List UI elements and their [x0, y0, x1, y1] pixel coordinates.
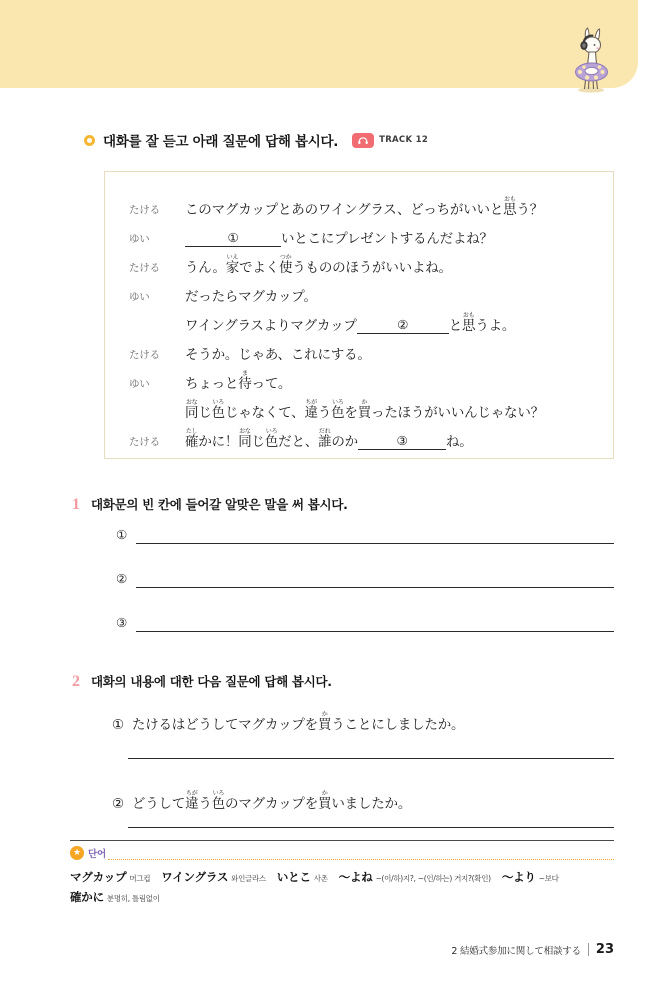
fill-in-blank[interactable]: ② [357, 317, 449, 334]
text-run: うことにしましたか。 [331, 717, 465, 733]
page-number: 23 [595, 942, 614, 957]
vocabulary-gloss: 분명히, 틀림없이 [106, 894, 160, 903]
ruby-annotated-kanji: 色いろ [211, 790, 226, 812]
ruby-annotated-kanji: 違ちが [185, 790, 199, 812]
dialogue-line [105, 276, 613, 305]
dialogue-text [185, 399, 544, 421]
text-run: じ [198, 405, 212, 421]
ruby-annotated-kanji: 同おな [185, 399, 199, 421]
star-icon: ★ [70, 846, 84, 860]
text-run: たけるはどうしてマグカップを [131, 717, 318, 733]
exercise-1-answer-row[interactable] [116, 571, 614, 588]
text-run: ったほうがいいんじゃない？ [371, 405, 544, 421]
footer-chapter-title: 2 結婚式参加に関して相談する [451, 945, 581, 957]
text-run: のか [331, 434, 358, 450]
dialogue-speaker: ゆい [129, 233, 150, 245]
question-text [132, 711, 464, 733]
ring-bullet-icon [84, 135, 95, 146]
dialogue-text [185, 312, 515, 334]
track-label: TRACK 12 [379, 135, 429, 145]
text-run: う [198, 796, 212, 812]
exercise-2-heading [72, 672, 332, 691]
vocabulary-heading [70, 846, 106, 860]
answer-marker: ③ [116, 615, 128, 630]
ruby-annotated-kanji: 使つか [278, 254, 293, 276]
dialogue-line [105, 218, 613, 247]
dialogue-text [185, 428, 473, 450]
vocabulary-word: いとこ [276, 870, 311, 884]
headphones-icon [352, 133, 374, 148]
dialogue-speaker: ゆい [129, 378, 150, 390]
ruby-annotated-kanji: 思おも [462, 312, 476, 334]
vocabulary-gloss: 와인글라스 [231, 874, 266, 883]
text-run: でよく [239, 260, 279, 276]
vocabulary-entry [161, 868, 266, 888]
text-run: ワイングラスよりマグカップ [185, 318, 357, 334]
vocabulary-entry [277, 868, 328, 888]
text-run: うん。 [185, 260, 226, 276]
exercise-1-answer-row[interactable] [116, 615, 614, 632]
text-run: じゃなくて、 [224, 405, 305, 421]
footer-divider [588, 943, 589, 956]
answer-write-line[interactable] [136, 630, 614, 632]
dialogue-text [185, 254, 452, 276]
answer-write-line[interactable] [128, 757, 614, 759]
ruby-annotated-kanji: 買か [317, 711, 332, 733]
exercise-2-answer-row[interactable] [128, 826, 614, 828]
ruby-annotated-kanji: 家いえ [225, 254, 240, 276]
ruby-annotated-kanji: 色いろ [211, 399, 225, 421]
exercise-2-question [112, 790, 411, 812]
text-run: ね。 [445, 434, 473, 450]
text-run: このマグカップとあのワイングラス、どっちがいいと [185, 202, 504, 218]
vocabulary-word: ワイングラス [161, 870, 229, 884]
text-run: と [448, 318, 462, 334]
text-run: そうか。じゃあ、これにする。 [185, 347, 371, 363]
text-run: う [317, 405, 332, 421]
vocabulary-word: 〜より [501, 870, 536, 884]
dialogue-line [105, 421, 613, 450]
dialogue-box [104, 171, 614, 459]
text-run: だと、 [278, 434, 319, 450]
vocabulary-line [70, 888, 622, 908]
dialogue-line [105, 334, 613, 363]
vocabulary-gloss: 머그컵 [129, 874, 151, 883]
answer-write-line[interactable] [136, 542, 614, 544]
vocabulary-entry [502, 868, 559, 888]
vocabulary-label: 단어 [88, 849, 106, 860]
dialogue-line [105, 363, 613, 392]
text-run: うよ。 [475, 318, 516, 334]
dialogue-line [105, 189, 613, 218]
answer-write-line[interactable] [136, 586, 614, 588]
ruby-annotated-kanji: 待ま [238, 370, 252, 392]
answer-write-line[interactable] [128, 826, 614, 828]
dialogue-speaker: たける [129, 204, 160, 216]
exercise-1-heading [72, 495, 348, 514]
ruby-annotated-kanji: 思おも [503, 196, 517, 218]
text-run: って。 [251, 376, 292, 392]
text-run: いとこにプレゼントするんだよね？ [281, 231, 493, 247]
question-marker: ① [112, 717, 124, 733]
vocabulary-word: 確かに [70, 890, 104, 904]
text-run: じ [251, 434, 265, 450]
ruby-annotated-kanji: 違ちが [304, 399, 318, 421]
exercise-1-number: 1 [72, 496, 80, 513]
text-run: だったらマグカップ。 [185, 289, 317, 305]
text-run: のマグカップを [225, 796, 319, 812]
vocabulary-word: マグカップ [70, 870, 127, 884]
page-header-banner [0, 0, 638, 88]
ruby-annotated-kanji: 誰だれ [318, 428, 332, 450]
dialogue-text [185, 370, 291, 392]
dialogue-speaker: たける [129, 349, 160, 361]
ruby-annotated-kanji: 確たし [185, 428, 199, 450]
exercise-2-number: 2 [72, 673, 80, 690]
ruby-annotated-kanji: 買か [357, 399, 372, 421]
ruby-annotated-kanji: 買か [318, 790, 332, 812]
dialogue-speaker: ゆい [129, 291, 150, 303]
vocabulary-entry [339, 868, 491, 888]
text-run: ちょっと [185, 376, 239, 392]
text-run: を [344, 405, 358, 421]
dialogue-line [105, 247, 613, 276]
dialogue-text [185, 227, 493, 247]
dialogue-text [185, 196, 543, 218]
ruby-annotated-kanji: 色いろ [264, 428, 279, 450]
exercise-1-title: 대화문의 빈 칸에 들어갈 알맞은 말을 써 봅시다. [91, 497, 348, 512]
vocabulary-gloss: 사촌 [313, 874, 328, 883]
dialogue-text [185, 343, 371, 363]
instruction-row [84, 130, 428, 150]
text-run: うもののほうがいいよね。 [292, 260, 452, 276]
vocabulary-gloss: ~(이/하)지?, ~(인/하는) 거지?(확인) [375, 874, 491, 883]
vocabulary-word: 〜よね [338, 870, 373, 884]
vocabulary-entry [70, 888, 160, 908]
text-run: いましたか。 [331, 796, 412, 812]
dialogue-speaker [129, 333, 185, 334]
vocabulary-gloss: ~보다 [538, 874, 559, 883]
text-run: う？ [516, 202, 544, 218]
ruby-annotated-kanji: 同おな [238, 428, 252, 450]
page-footer [451, 942, 614, 957]
question-marker: ② [112, 796, 124, 812]
text-run: どうして [131, 796, 186, 812]
question-text [132, 790, 411, 812]
dialogue-speaker: たける [129, 436, 160, 448]
audio-track-badge[interactable] [352, 133, 428, 148]
ruby-annotated-kanji: 色いろ [331, 399, 345, 421]
text-run: かに！ [198, 434, 239, 450]
dialogue-line [105, 305, 613, 334]
dialogue-line [105, 392, 613, 421]
vocabulary-entry [70, 868, 150, 888]
answer-marker: ② [116, 571, 128, 586]
fill-in-blank[interactable]: ① [185, 230, 281, 247]
instruction-text: 대화를 잘 듣고 아래 질문에 답해 봅시다. [103, 134, 339, 150]
exercise-2-title: 대화의 내용에 대한 다음 질문에 답해 봅시다. [91, 674, 332, 689]
dialogue-speaker: たける [129, 262, 160, 274]
exercise-2-answer-row[interactable] [128, 757, 614, 759]
dialogue-text [185, 285, 317, 305]
dialogue-speaker [129, 420, 185, 421]
exercise-1-answer-row[interactable] [116, 527, 614, 544]
vocabulary-line [70, 868, 622, 888]
mascot-illustration-icon [556, 22, 626, 94]
exercise-2-question [112, 711, 464, 733]
vocabulary-list [70, 868, 622, 908]
vocabulary-dotted-rule [108, 859, 614, 860]
answer-marker: ① [116, 527, 128, 542]
vocabulary-separator [70, 840, 614, 841]
fill-in-blank[interactable]: ③ [358, 433, 446, 450]
